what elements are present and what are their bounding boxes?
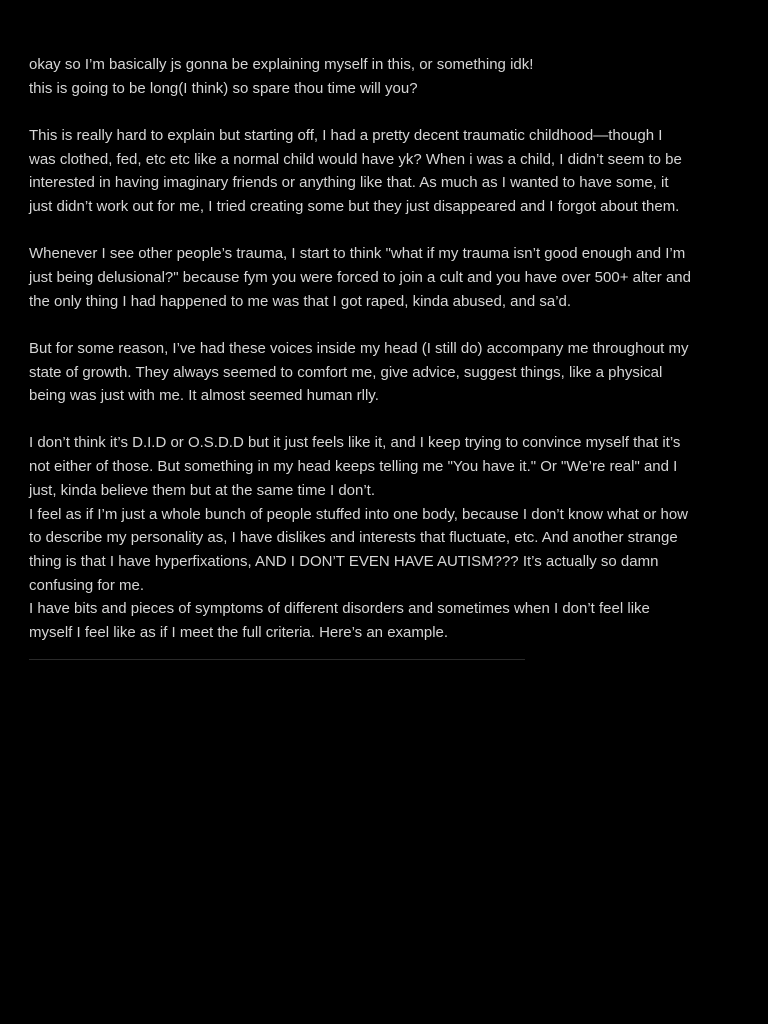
text-line: thing is that I have hyperfixations, AND I DON’T EVEN HAVE AUTISM??? It’s actually so damn: [29, 552, 659, 570]
text-line: myself I feel like as if I meet the full criteria. Here’s an example.: [29, 624, 449, 642]
text-line: I feel as if I’m just a whole bunch of people stuffed into one body, because I don’t know what or how: [29, 505, 689, 523]
text-line: I have bits and pieces of symptoms of different disorders and sometimes when I don’t feel like: [29, 600, 650, 618]
text-line: this is going to be long(I think) so spare thou time will you?: [29, 79, 418, 97]
text-line: to describe my personality as, I have dislikes and interests that fluctuate, etc. And another strange: [29, 529, 678, 547]
text-line: just didn’t work out for me, I tried creating some but they just disappeared and I forgot about them.: [29, 198, 680, 216]
paragraph-trauma: [29, 242, 741, 313]
paragraph-intro: [29, 53, 741, 100]
text-line: Whenever I see other people’s trauma, I start to think "what if my trauma isn’t good enough and I’m: [29, 245, 686, 263]
text-line: was clothed, fed, etc etc like a normal child would have yk? When i was a child, I didn’t seem to be: [29, 150, 682, 168]
text-line: being was just with me. It almost seemed human rlly.: [29, 387, 379, 405]
note-body[interactable]: [29, 53, 741, 645]
text-line: This is really hard to explain but starting off, I had a pretty decent traumatic childhood—though I: [29, 126, 663, 144]
text-line: But for some reason, I’ve had these voices inside my head (I still do) accompany me throughout my: [29, 339, 689, 357]
paragraph-voices: [29, 337, 741, 408]
text-line: the only thing I had happened to me was that I got raped, kinda abused, and sa’d.: [29, 292, 572, 310]
text-line: just being delusional?" because fym you were forced to join a cult and you have over 500+ alter and: [29, 268, 691, 286]
text-line: just, kinda believe them but at the same time I don’t.: [29, 481, 376, 499]
text-line: I don’t think it’s D.I.D or O.S.D.D but it just feels like it, and I keep trying to convince myself that it’s: [29, 434, 681, 452]
paragraph-symptoms: [29, 431, 741, 644]
text-line: okay so I’m basically js gonna be explaining myself in this, or something idk!: [29, 56, 534, 73]
text-line: not either of those. But something in my head keeps telling me "You have it." Or "We’re real" and I: [29, 458, 678, 476]
text-line: state of growth. They always seemed to comfort me, give advice, suggest things, like a physical: [29, 363, 663, 381]
text-line: confusing for me.: [29, 576, 145, 594]
paragraph-childhood: [29, 124, 741, 219]
divider: [29, 659, 525, 660]
text-line: interested in having imaginary friends or anything like that. As much as I wanted to have some, it: [29, 174, 669, 192]
